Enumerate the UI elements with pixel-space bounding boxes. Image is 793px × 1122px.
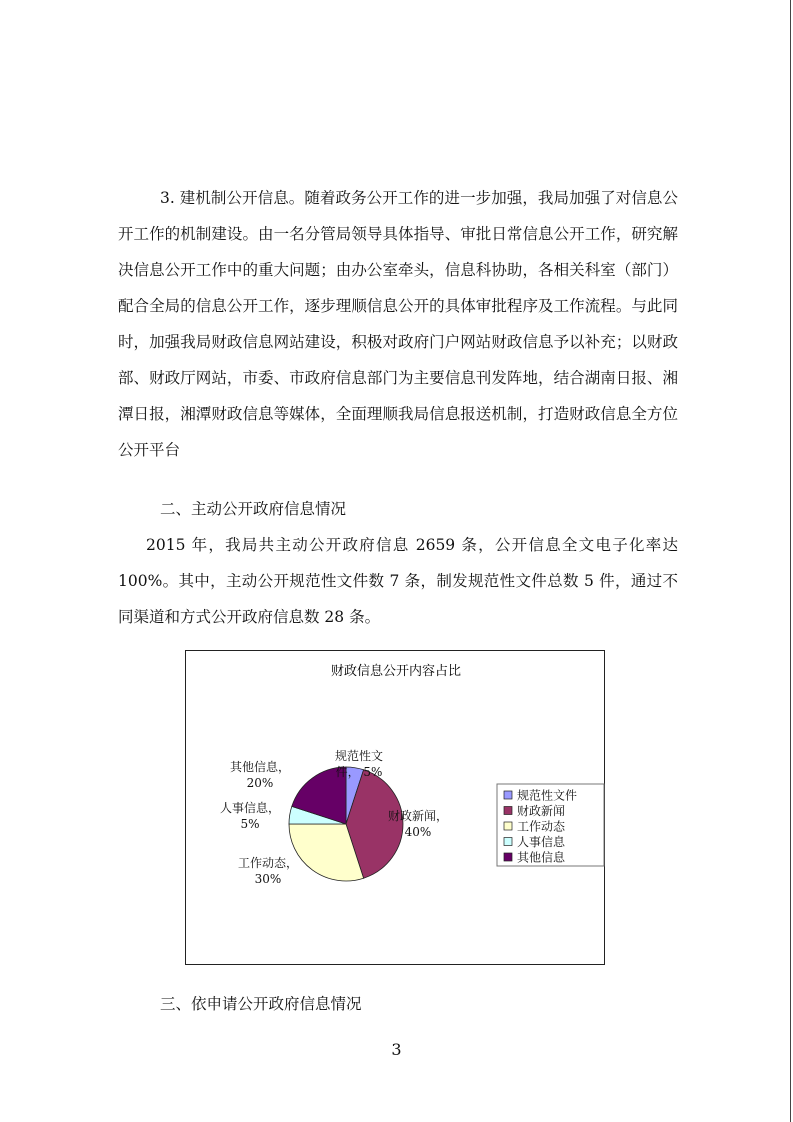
chart-legend — [497, 784, 604, 866]
legend-label-1: 规范性文件 — [517, 788, 578, 803]
slice-label-3: 工作动态， 30% — [237, 856, 299, 886]
paragraph-disclosure-stats: 2015 年，我局共主动公开政府信息 2659 条，公开信息全文电子化率达 100%。其中，主动公开规范性文件数 7 条，制发规范性文件总数 5 件，通过不同渠道和方式公开政府信息数 28 条。 — [118, 536, 678, 626]
legend-swatch-5 — [504, 853, 512, 861]
legend-swatch-1 — [504, 791, 512, 799]
legend-label-3: 工作动态 — [517, 819, 566, 834]
slice-label-5: 其他信息， 20% — [229, 760, 291, 790]
legend-label-4: 人事信息 — [517, 835, 566, 849]
section-heading-active-disclosure: 二、主动公开政府信息情况 — [160, 500, 347, 518]
slice-label-1: 规范性文件， 5% — [334, 749, 384, 779]
chart-title: 财政信息公开内容占比 — [330, 664, 462, 679]
legend-swatch-2 — [504, 807, 512, 815]
paragraph-mechanism: 3. 建机制公开信息。随着政务公开工作的进一步加强，我局加强了对信息公开工作的机制建设。由一名分管局领导具体指导、审批日常信息公开工作，研究解决信息公开工作中的重大问题；由办公室牵头，信息科协助，各相关科室（部门）配合全局的信息公开工作，逐步理顺信息公开的具体审批程序及工作流程。与此同时，加强我局财政信息网站建设，积极对政府门户网站财政信息予以补充；以财政部、财政厅网站，市委、市政府信息部门为主要信息刊发阵地，结合湖南日报、湘潭日报，湘潭财政信息等媒体，全面理顺我局信息报送机制，打造财政信息全方位公开平台 — [118, 189, 678, 459]
legend-label-2: 财政新闻 — [517, 804, 566, 818]
page-edge-line — [790, 0, 791, 1122]
pie-slices — [289, 767, 403, 881]
slice-label-2: 财政新闻， 40% — [387, 809, 449, 839]
pie-chart-frame — [185, 650, 605, 965]
legend-label-5: 其他信息 — [517, 850, 566, 865]
section-heading-request-disclosure: 三、依申请公开政府信息情况 — [160, 995, 362, 1013]
legend-swatch-3 — [504, 822, 512, 830]
slice-label-4: 人事信息， 5% — [219, 801, 281, 831]
pie-chart — [186, 651, 606, 966]
page-number: 3 — [391, 1040, 402, 1059]
legend-swatch-4 — [504, 838, 512, 846]
